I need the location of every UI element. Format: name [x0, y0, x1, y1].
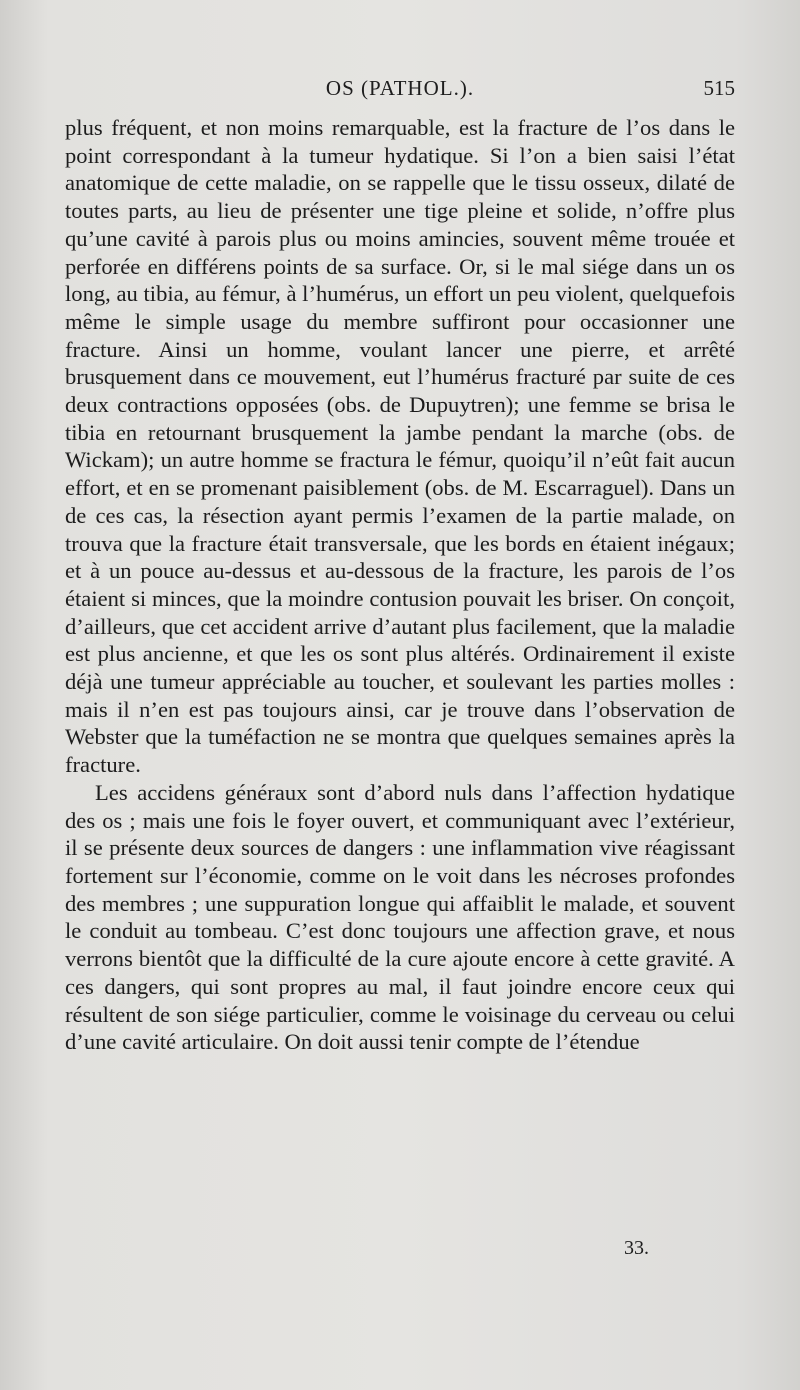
- signature-mark: 33.: [624, 1237, 649, 1259]
- paragraph: plus fréquent, et non moins remarquable, est la fracture de l’os dans le point correspondant à la tumeur hydatique. Si l’on a bien saisi l’état anatomique de cette maladie, on se rappelle que le tissu osseux, dilaté de toutes parts, au lieu de présenter une tige pleine et solide, n’offre plus qu’une cavité à parois plus ou moins amincies, souvent même trouée et perforée en différens points de sa surface. Or, si le mal siége dans un os long, au tibia, au fémur, à l’humérus, un effort un peu violent, quelquefois même le simple usage du membre suffiront pour occasionner une fracture. Ainsi un homme, voulant lancer une pierre, et arrêté brusquement dans ce mouvement, eut l’humérus fracturé par suite de ces deux contractions opposées (obs. de Dupuytren); une femme se brisa le tibia en retournant brusquement la jambe pendant la marche (obs. de Wickam); un autre homme se fractura le fémur, quoiqu’il n’eût fait aucun effort, et en se promenant paisiblement (obs. de M. Escarraguel). Dans un de ces cas, la résection ayant permis l’examen de la partie malade, on trouva que la fracture était transversale, que les bords en étaient inégaux; et à un pouce au-dessus et au-dessous de la fracture, les parois de l’os étaient si minces, que la moindre contusion pouvait les briser. On conçoit, d’ailleurs, que cet accident arrive d’autant plus facilement, que la maladie est plus ancienne, et que les os sont plus altérés. Ordinairement il existe déjà une tumeur appréciable au toucher, et soulevant les parties molles : mais il n’en est pas toujours ainsi, car je trouve dans l’observation de Webster que la tuméfaction ne se montra que quelques semaines après la fracture.: [65, 115, 735, 778]
- body-text: [65, 114, 735, 1056]
- page-number: 515: [703, 76, 735, 100]
- running-header: [65, 76, 735, 110]
- paragraph: Les accidens généraux sont d’abord nuls dans l’affection hydatique des os ; mais une fois le foyer ouvert, et communiquant avec l’extérieur, il se présente deux sources de dangers : une inflammation vive réagissant fortement sur l’économie, comme on le voit dans les nécroses profondes des membres ; une suppuration longue qui affaiblit le malade, et souvent le conduit au tombeau. C’est donc toujours une affection grave, et nous verrons bientôt que la difficulté de la cure ajoute encore à cette gravité. A ces dangers, qui sont propres au mal, il faut joindre encore ceux qui résultent de son siége particulier, comme le voisinage du cerveau ou celui d’une cavité articulaire. On doit aussi tenir compte de l’étendue: [65, 779, 735, 1055]
- running-title: OS (PATHOL.).: [325, 76, 475, 100]
